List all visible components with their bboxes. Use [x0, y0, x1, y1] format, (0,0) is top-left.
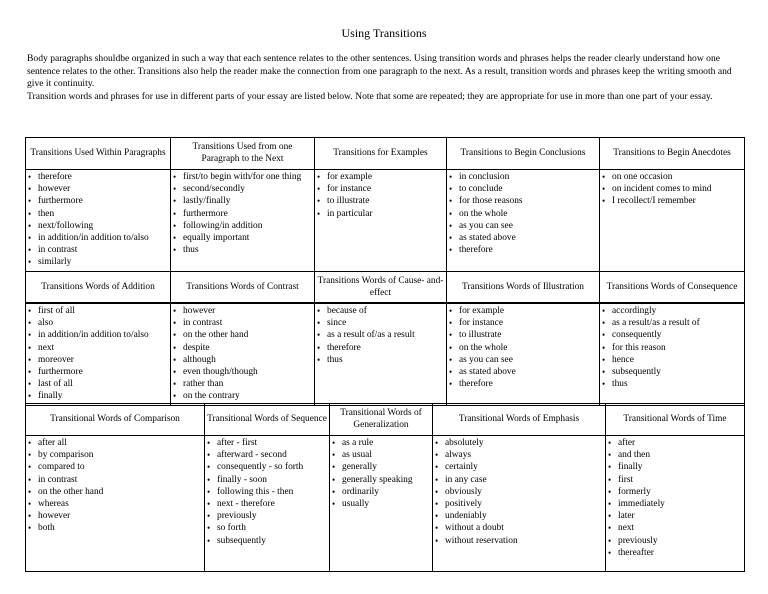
list-item: • next — [608, 522, 742, 534]
list-item: • for example — [449, 305, 597, 317]
list-item: • after all — [28, 437, 202, 449]
list-item: • next - therefore — [207, 498, 327, 510]
column-header: Transitional Words of Sequence — [205, 404, 330, 436]
list-item: • afterward - second — [207, 449, 327, 461]
list-item: • without reservation — [435, 535, 603, 547]
list-item: • immediately — [608, 498, 742, 510]
page-title: Using Transitions — [341, 26, 427, 40]
list-item: • finally — [608, 461, 742, 473]
list-item: • as you can see — [449, 354, 597, 366]
list-item: • in addition/in addition to/also — [28, 232, 168, 244]
word-list — [449, 171, 597, 256]
list-item: • compared to — [28, 461, 202, 473]
list-item: • in any case — [435, 474, 603, 486]
word-list-cell — [606, 436, 745, 572]
word-list — [317, 171, 444, 220]
list-item: • as stated above — [449, 366, 597, 378]
list-item: • generally — [332, 461, 430, 473]
list-item: • on one occasion — [602, 171, 742, 183]
transitions-table-section-2 — [25, 271, 745, 406]
list-item: • furthermore — [28, 195, 168, 207]
word-list-cell — [315, 304, 447, 406]
list-item: • in contrast — [28, 244, 168, 256]
word-list — [608, 437, 742, 559]
word-list-cell — [171, 304, 315, 406]
list-item: • however — [173, 305, 312, 317]
column-header: Transitional Words of Generalization — [330, 404, 433, 436]
word-list — [602, 171, 742, 208]
word-list — [602, 305, 742, 390]
list-item: • as stated above — [449, 232, 597, 244]
list-item: • previously — [207, 510, 327, 522]
list-item: • furthermore — [28, 366, 168, 378]
list-item: • however — [28, 510, 202, 522]
list-item: • subsequently — [207, 535, 327, 547]
list-item: • following this - then — [207, 486, 327, 498]
word-list-cell — [330, 436, 433, 572]
list-item: • after — [608, 437, 742, 449]
word-list-cell — [600, 304, 745, 406]
word-list — [28, 305, 168, 403]
list-item: • therefore — [28, 171, 168, 183]
list-item: • to conclude — [449, 183, 597, 195]
list-item: • next — [28, 342, 168, 354]
transitions-table-section-3 — [25, 403, 745, 572]
list-item: • consequently - so forth — [207, 461, 327, 473]
list-item: • therefore — [317, 342, 444, 354]
list-item: • for instance — [449, 317, 597, 329]
list-item: • positively — [435, 498, 603, 510]
list-item: • in particular — [317, 208, 444, 220]
list-item: • absolutely — [435, 437, 603, 449]
column-header: Transitions Words of Illustration — [447, 272, 600, 304]
column-header: Transitions Words of Consequence — [600, 272, 745, 304]
list-item: • because of — [317, 305, 444, 317]
list-item: • formerly — [608, 486, 742, 498]
list-item: • subsequently — [602, 366, 742, 378]
list-item: • hence — [602, 354, 742, 366]
list-item: • on the other hand — [173, 329, 312, 341]
list-item: • on the whole — [449, 208, 597, 220]
list-item: • first/to begin with/for one thing — [173, 171, 312, 183]
list-item: • for instance — [317, 183, 444, 195]
list-item: • next/following — [28, 220, 168, 232]
list-item: • as a rule — [332, 437, 430, 449]
list-item: • first — [608, 474, 742, 486]
word-list-cell — [433, 436, 606, 572]
word-list-cell — [26, 304, 171, 406]
list-item: • certainly — [435, 461, 603, 473]
list-item: • on the contrary — [173, 390, 312, 402]
list-item: • first of all — [28, 305, 168, 317]
list-item: • as usual — [332, 449, 430, 461]
column-header: Transitions Used from one Paragraph to the Next — [171, 138, 315, 170]
list-item: • equally important — [173, 232, 312, 244]
list-item: • and then — [608, 449, 742, 461]
list-item: • whereas — [28, 498, 202, 510]
intro-paragraph-2: Transition words and phrases for use in different parts of your essay are listed below. Note that some are repeated; they are appropriate for use in more than one part of your essay. — [27, 90, 713, 102]
list-item: • for example — [317, 171, 444, 183]
word-list — [449, 305, 597, 390]
list-item: • then — [28, 208, 168, 220]
list-item: • finally — [28, 390, 168, 402]
list-item: • to illustrate — [449, 329, 597, 341]
list-item: • both — [28, 522, 202, 534]
list-item: • on the other hand — [28, 486, 202, 498]
list-item: • despite — [173, 342, 312, 354]
list-item: • as you can see — [449, 220, 597, 232]
list-item: • even though/though — [173, 366, 312, 378]
list-item: • although — [173, 354, 312, 366]
list-item: • later — [608, 510, 742, 522]
list-item: • consequently — [602, 329, 742, 341]
list-item: • as a result of/as a result — [317, 329, 444, 341]
list-item: • as a result/as a result of — [602, 317, 742, 329]
list-item: • therefore — [449, 378, 597, 390]
list-item: • previously — [608, 535, 742, 547]
list-item: • ordinarily — [332, 486, 430, 498]
list-item: • finally - soon — [207, 474, 327, 486]
list-item: • thereafter — [608, 547, 742, 559]
word-list — [332, 437, 430, 510]
column-header: Transitions Words of Addition — [26, 272, 171, 304]
word-list — [435, 437, 603, 547]
list-item: • therefore — [449, 244, 597, 256]
column-header: Transitions Words of Cause- and- effect — [315, 272, 447, 304]
list-item: • similarly — [28, 256, 168, 268]
list-item: • on the whole — [449, 342, 597, 354]
list-item: • accordingly — [602, 305, 742, 317]
list-item: • furthermore — [173, 208, 312, 220]
word-list-cell — [447, 304, 600, 406]
list-item: • undeniably — [435, 510, 603, 522]
list-item: • always — [435, 449, 603, 461]
list-item: • without a doubt — [435, 522, 603, 534]
word-list-cell — [26, 436, 205, 572]
list-item: • following/in addition — [173, 220, 312, 232]
column-header: Transitions to Begin Anecdotes — [600, 138, 745, 170]
list-item: • to illustrate — [317, 195, 444, 207]
column-header: Transitions Words of Contrast — [171, 272, 315, 304]
list-item: • in addition/in addition to/also — [28, 329, 168, 341]
list-item: • by comparison — [28, 449, 202, 461]
list-item: • moreover — [28, 354, 168, 366]
intro-text — [27, 53, 743, 103]
list-item: • in contrast — [173, 317, 312, 329]
word-list-cell — [205, 436, 330, 572]
list-item: • generally speaking — [332, 474, 430, 486]
list-item: • last of all — [28, 378, 168, 390]
list-item: • second/secondly — [173, 183, 312, 195]
list-item: • thus — [317, 354, 444, 366]
list-item: • for those reasons — [449, 195, 597, 207]
list-item: • for this reason — [602, 342, 742, 354]
column-header: Transitional Words of Emphasis — [433, 404, 606, 436]
list-item: • on incident comes to mind — [602, 183, 742, 195]
column-header: Transitions Used Within Paragraphs — [26, 138, 171, 170]
list-item: • thus — [602, 378, 742, 390]
list-item: • I recollect/I remember — [602, 195, 742, 207]
list-item: • after - first — [207, 437, 327, 449]
list-item: • so forth — [207, 522, 327, 534]
list-item: • in conclusion — [449, 171, 597, 183]
list-item: • also — [28, 317, 168, 329]
word-list — [173, 171, 312, 256]
word-list — [173, 305, 312, 403]
column-header: Transitions for Examples — [315, 138, 447, 170]
column-header: Transitions to Begin Conclusions — [447, 138, 600, 170]
list-item: • since — [317, 317, 444, 329]
column-header: Transitional Words of Comparison — [26, 404, 205, 436]
word-list — [317, 305, 444, 366]
list-item: • rather than — [173, 378, 312, 390]
word-list — [28, 437, 202, 535]
intro-paragraph-1: Body paragraphs shouldbe organized in such a way that each sentence relates to the other sentences. Using transition words and phrases helps the reader clearly understand how one sentence relates to the other. Transitions also help the reader make the connection from one paragraph to the next. As a result, transition words and phrases keep the writing smooth and give it continuity. — [27, 53, 732, 90]
list-item: • lastly/finally — [173, 195, 312, 207]
list-item: • obviously — [435, 486, 603, 498]
list-item: • however — [28, 183, 168, 195]
list-item: • in contrast — [28, 474, 202, 486]
list-item: • usually — [332, 498, 430, 510]
word-list — [28, 171, 168, 269]
column-header: Transitional Words of Time — [606, 404, 745, 436]
word-list — [207, 437, 327, 547]
list-item: • thus — [173, 244, 312, 256]
